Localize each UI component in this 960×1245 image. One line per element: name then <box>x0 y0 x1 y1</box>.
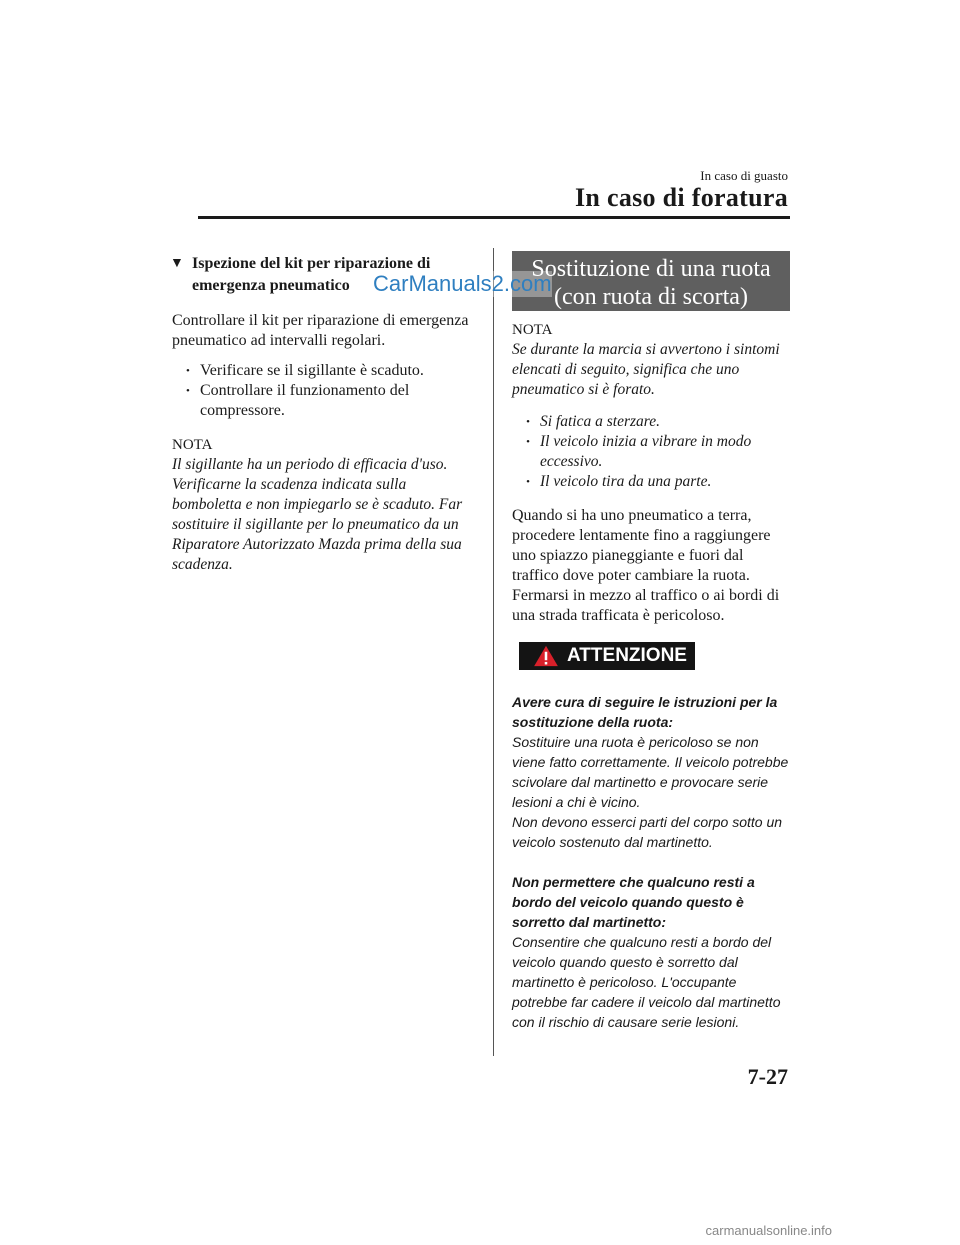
page-number: 7-27 <box>747 1064 788 1089</box>
warning-badge <box>519 642 695 670</box>
column-divider <box>493 248 494 1056</box>
note-text: Il sigillante ha un periodo di efficacia d'uso. Verificarne la scadenza indicata sulla bomboletta e non impiegarlo se è scaduto. Far sostituire il sigillante per lo pneumatico da un Riparatore Autorizzato Mazda prima della sua scadenza. <box>172 456 463 573</box>
warning-text: Consentire che qualcuno resti a bordo del veicolo quando questo è sorretto dal martinetto è pericoloso. L'occupante potrebbe far cadere il veicolo dal martinetto con il rischio di causare serie lesioni. <box>512 934 781 1030</box>
banner-line-2: (con ruota di scorta) <box>554 284 748 310</box>
footer-site: carmanualsonline.info <box>705 1223 832 1238</box>
banner-line-1: Sostituzione di una ruota <box>531 256 771 282</box>
note-text: Se durante la marcia si avvertono i sintomi elencati di seguito, significa che uno pneumatico si è forato. <box>512 341 780 398</box>
warning-text: Sostituire una ruota è pericoloso se non viene fatto correttamente. Il veicolo potrebbe scivolare dal martinetto e provocare serie lesioni a chi è vicino. <box>512 734 789 810</box>
warning-text: Non devono esserci parti del corpo sotto un veicolo sostenuto dal martinetto. <box>512 814 783 850</box>
right-column <box>512 320 792 1032</box>
warning-title: Non permettere che qualcuno resti a bordo del veicolo quando questo è sorretto dal martinetto: <box>512 874 755 930</box>
body-text: Quando si ha uno pneumatico a terra, procedere lentamente fino a raggiungere uno spiazzo pianeggiante e fuori dal traffico dove poter cambiare la ruota. Fermarsi in mezzo al traffico o ai bordi di una strada trafficata è pericoloso. <box>512 507 780 624</box>
left-column <box>172 253 472 575</box>
warning-title: Avere cura di seguire le istruzioni per la sostituzione della ruota: <box>512 694 778 730</box>
warning-label: ATTENZIONE <box>567 645 687 666</box>
header-rule <box>198 216 790 219</box>
section-heading-text: Ispezione del kit per riparazione di emergenza pneumatico <box>192 255 431 294</box>
list-item: • Il veicolo tira da una parte. <box>526 472 792 492</box>
note-label: NOTA <box>172 437 213 453</box>
list-item: • Il veicolo inizia a vibrare in modo eccessivo. <box>526 432 792 472</box>
list-item: • Controllare il funzionamento del compressore. <box>186 381 472 421</box>
section-banner <box>512 251 790 311</box>
warning-content <box>512 692 792 1032</box>
intro-text: Controllare il kit per riparazione di emergenza pneumatico ad intervalli regolari. <box>172 312 469 349</box>
header-section: In caso di guasto <box>700 168 788 183</box>
symptom-list <box>512 412 792 492</box>
check-list <box>172 361 472 421</box>
watermark: CarManuals2.com <box>373 271 552 296</box>
note-label: NOTA <box>512 322 553 338</box>
page-title: In caso di foratura <box>575 183 788 212</box>
warning-triangle-icon <box>531 645 561 667</box>
list-item: • Verificare se il sigillante è scaduto. <box>186 361 472 381</box>
triangle-down-icon: ▼ <box>170 256 184 271</box>
list-item: • Si fatica a sterzare. <box>526 412 792 432</box>
